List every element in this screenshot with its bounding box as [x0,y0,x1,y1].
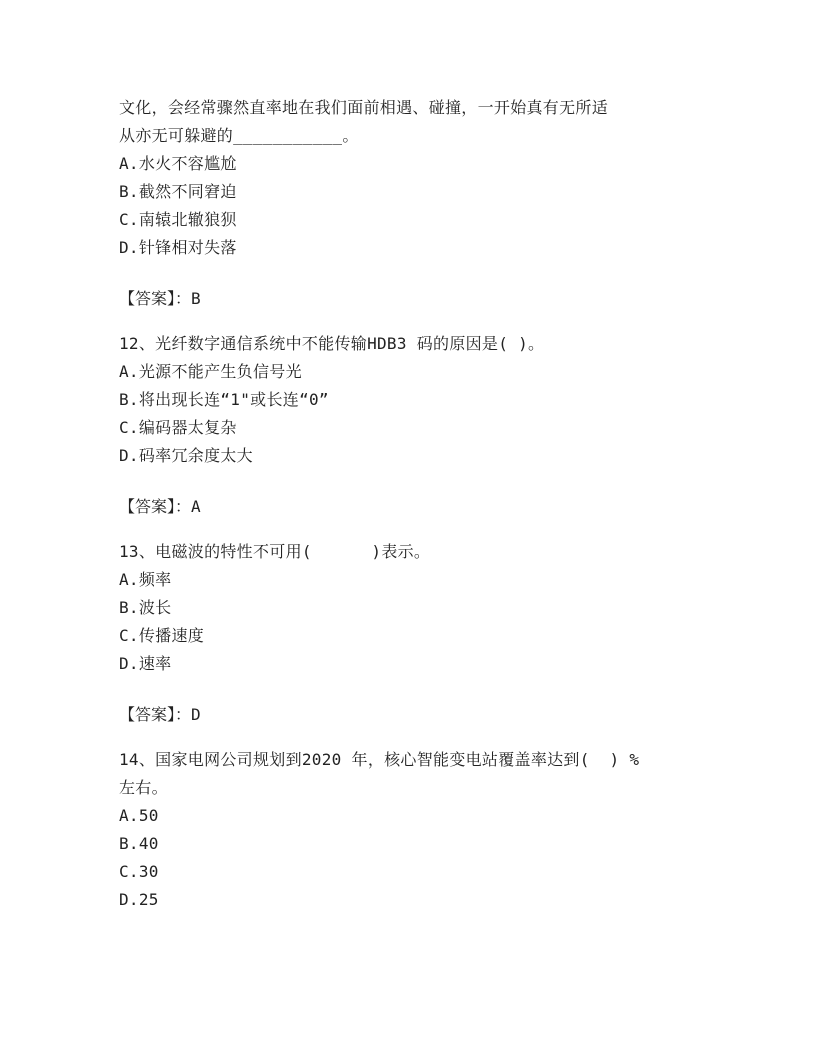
option-b: B.波长 [119,598,172,617]
option-c: C.传播速度 [119,626,205,645]
question-stem-line: 14、国家电网公司规划到2020 年，核心智能变电站覆盖率达到( ) % [119,750,640,769]
option-c: C.编码器太复杂 [119,418,237,437]
option-a: A.水火不容尴尬 [119,154,237,173]
option-c: C.南辕北辙狼狈 [119,210,237,229]
option-b: B.截然不同窘迫 [119,182,237,201]
question-11 [119,94,719,262]
option-a: A.频率 [119,570,172,589]
answer-line: 【答案】：A [119,497,201,516]
answer-line: 【答案】：D [119,705,201,724]
option-d: D.针锋相对失落 [119,238,237,257]
spacer [119,262,719,285]
spacer [119,678,719,701]
question-stem: 12、光纤数字通信系统中不能传输HDB3 码的原因是( )。 [119,334,545,353]
option-a: A.50 [119,806,159,825]
option-d: D.码率冗余度太大 [119,446,253,465]
document-page [119,94,719,914]
spacer [119,729,719,746]
question-stem-line: 文化，会经常骤然直率地在我们面前相遇、碰撞，一开始真有无所适 [119,98,609,117]
question-12 [119,330,719,470]
question-14 [119,746,719,914]
option-c: C.30 [119,862,159,881]
spacer [119,521,719,538]
question-stem-line: 左右。 [119,778,168,797]
answer-line: 【答案】：B [119,289,201,308]
question-13 [119,538,719,678]
option-b: B.将出现长连“1"或长连“0” [119,390,329,409]
spacer [119,470,719,493]
option-d: D.速率 [119,654,172,673]
option-d: D.25 [119,890,159,909]
question-stem: 13、电磁波的特性不可用( )表示。 [119,542,431,561]
spacer [119,313,719,330]
question-stem-line: 从亦无可躲避的___________。 [119,126,359,145]
option-a: A.光源不能产生负信号光 [119,362,302,381]
option-b: B.40 [119,834,159,853]
